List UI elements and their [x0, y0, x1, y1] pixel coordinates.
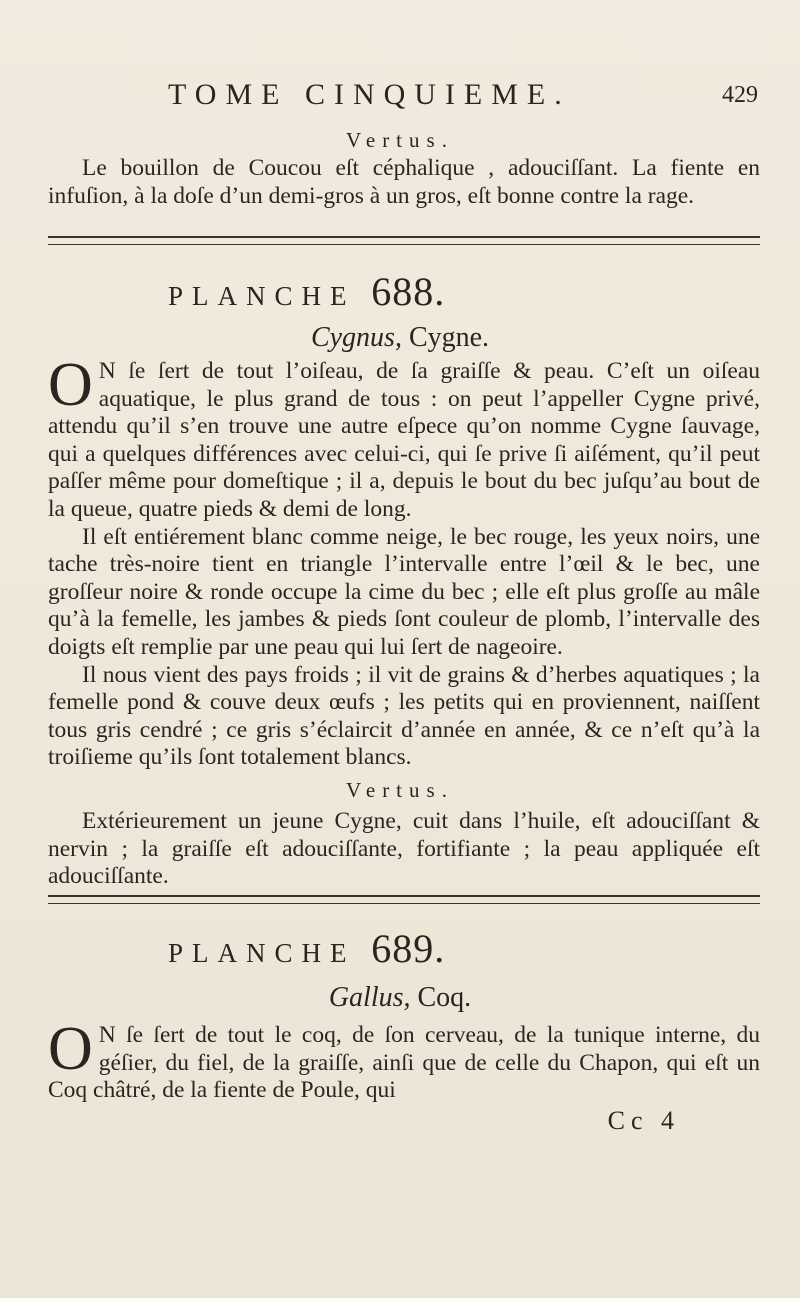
plate-subtitle-689 [0, 982, 800, 1014]
article-coq [48, 1015, 760, 1105]
paragraph-coucou [48, 155, 760, 210]
page-number: 429 [722, 82, 758, 108]
paragraph-vertus-cygne [48, 808, 760, 891]
french-name: Coq. [417, 982, 472, 1013]
running-head [168, 78, 758, 118]
latin-name: Cygnus, [310, 322, 402, 353]
running-head-title: TOME CINQUIEME. [168, 78, 571, 111]
paragraph-text: N ſe ſert de tout le coq, de ſon cerveau, de la tunique interne, du géſier, du fiel, de la graiſſe, ainſi que de celle du Chapon, qui eſt un Coq châtré, de la fiente de Poule, qui [48, 1022, 760, 1104]
drop-cap: O [48, 351, 93, 419]
paragraph-cygne-3: Il nous vient des pays froids ; il vit de grains & d’herbes aquatiques ; la femelle pond & couve deux œufs ; les petits qui en proviennent, naiſſent tous gris cendré ; ce gris s’éclaircit d’année en année, & ce n’eſt qu’à la troiſieme qu’ils ſont totalement blancs. [48, 661, 760, 771]
plate-heading-689 [168, 925, 445, 972]
paragraph-cygne-1 [48, 351, 760, 524]
paragraph-text: Extérieurement un jeune Cygne, cuit dans l’huile, eſt adouciſſant & nervin ; la graiſſe eſt adouciſſante, fortifiante ; la peau appliquée eſt adouciſſante. [48, 808, 760, 890]
article-cygne [48, 351, 760, 772]
french-name: Cygne. [408, 322, 490, 353]
section-heading-vertus-cygne: Vertus. [346, 778, 454, 802]
divider-rule [48, 895, 760, 904]
plate-label: PLANCHE [168, 281, 356, 311]
plate-label: PLANCHE [168, 938, 356, 968]
plate-subtitle-688 [0, 322, 800, 354]
plate-heading-688 [168, 268, 445, 315]
latin-name: Gallus, [328, 982, 411, 1013]
paragraph-text: N ſe ſert de tout l’oiſeau, de ſa graiſſe & peau. C’eſt un oiſeau aquatique, le plus grand de tous : on peut l’appeller Cygne privé, attendu qu’il s’en trouve une autre eſpece qu’on nomme Cygne ſauvage, qui a quelques différences avec celui-ci, qui ſe prive ſi aiſément, qu’il peut paſſer même pour domeſtique ; il a, depuis le bout du bec juſqu’au bout de la queue, quatre pieds & demi de long. [48, 358, 760, 522]
paragraph-text: Le bouillon de Coucou eſt céphalique , adouciſſant. La fiente en infuſion, à la doſe d’un demi-gros à un gros, eſt bonne contre la rage. [48, 155, 760, 209]
divider-rule [48, 236, 760, 245]
plate-number: 689. [371, 926, 446, 971]
signature-mark: Cc 4 [607, 1106, 680, 1135]
section-heading-vertus: Vertus. [346, 128, 454, 152]
paragraph-coq-1 [48, 1015, 760, 1105]
paragraph-cygne-2: Il eſt entiérement blanc comme neige, le bec rouge, les yeux noirs, une tache très-noire tient en triangle l’intervalle entre l’œil & le bec, une groſſeur noire & ronde occupe la cime du bec ; elle eſt plus groſſe au mâle qu’à la femelle, les jambes & pieds ſont couleur de plomb, l’intervalle des doigts eſt remplie par une peau qui lui ſert de nageoire. [48, 523, 760, 660]
plate-number: 688. [371, 269, 446, 314]
drop-cap: O [48, 1015, 93, 1083]
